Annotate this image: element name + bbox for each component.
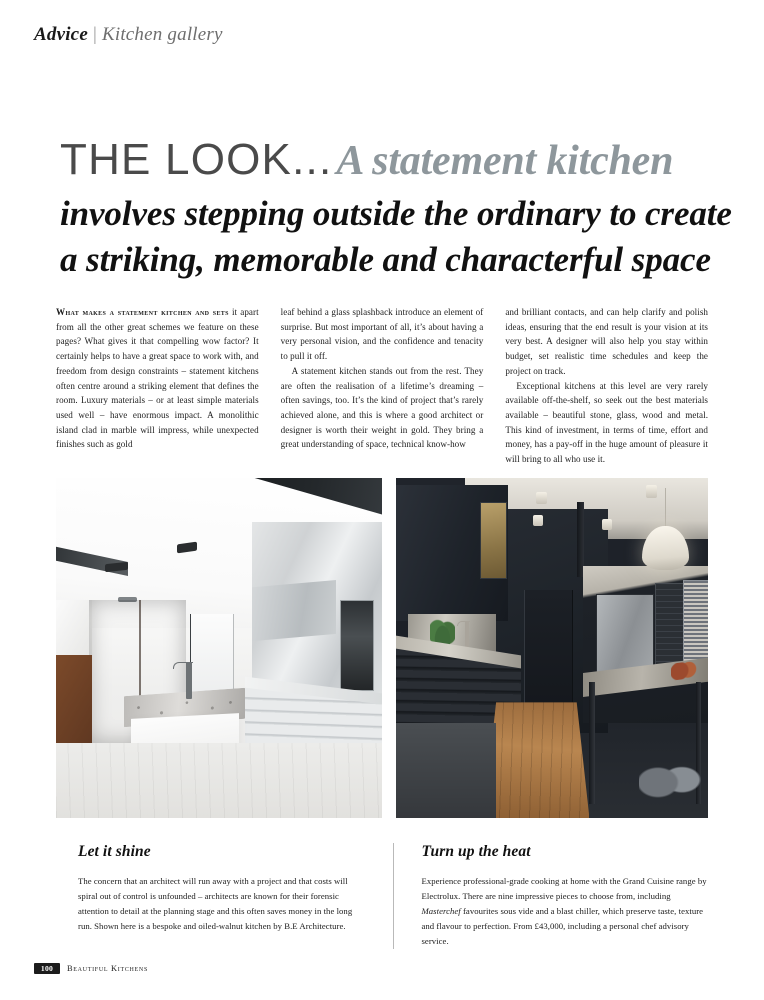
caption-text-run: The concern that an architect will run away with a project and that costs will spiral out of control is unfounded – architects are known for their forensic attention to detail at the planning stage and this often saves money in the long run. Shown here is a bespoke and oiled-walnut kitchen by B.E Architecture. <box>78 876 353 931</box>
body-paragraph <box>56 305 259 452</box>
photo-gallery <box>56 478 708 818</box>
stacked-pots <box>639 750 701 804</box>
headline-line-3: a striking, memorable and characterful space <box>60 240 711 279</box>
caption-turn-up-the-heat <box>393 843 709 949</box>
breadcrumb <box>34 24 223 46</box>
body-lead-rest: it apart from all the other great schemes we feature on these pages? What gives it that compelling wow factor? It certainly helps to have a great space to work with, and freedom from design constraints – statement kitchens often centre around a striking element that defines the room. Luxury materials – or at least simple materials used well – have enormous impact. A monolithic island clad in marble will impress, while unexpected finishes such as gold <box>56 307 259 450</box>
breadcrumb-separator: | <box>92 24 97 45</box>
page-title <box>60 135 732 280</box>
body-column-2 <box>281 305 484 467</box>
caption-heading: Turn up the heat <box>421 843 531 860</box>
headline-statement: A statement kitchen <box>336 138 674 184</box>
caption-text <box>78 874 365 934</box>
white-wall-cabinet <box>56 600 92 658</box>
body-paragraph: A statement kitchen stands out from the rest. They are often the realisation of a lifetime’s dreaming – often savings, too. It’s the kind of project that’s rarely achieved alone, and this is where a good architect or designer is worth their weight in gold. They bring a great understanding of space, technical know-how <box>280 365 484 450</box>
walnut-base-cabinet <box>56 655 92 757</box>
body-column-3 <box>505 305 708 467</box>
caption-let-it-shine <box>78 843 365 949</box>
ceiling-downlight <box>536 492 547 504</box>
built-in-oven <box>340 600 375 690</box>
stone-floor-tiles <box>396 723 496 818</box>
caption-group <box>78 843 708 949</box>
page-number-badge: 100 <box>34 963 60 974</box>
dark-door <box>524 590 573 719</box>
headline-line-1 <box>60 135 710 184</box>
ceiling-downlight <box>533 515 543 526</box>
breadcrumb-section: Advice <box>34 24 88 45</box>
body-paragraph: Exceptional kitchens at this level are very rarely available off-the-shelf, so seek out the best materials available – beautiful stone, glass, wood and metal. This kind of investment, in terms of time, effort and money, has a pay-off in the huge amount of pleasure it will bring to all who use it. <box>505 380 709 465</box>
table-leg <box>589 682 595 804</box>
dark-kitchen-photo <box>396 478 708 818</box>
pale-timber-floor <box>56 743 382 818</box>
page-footer <box>34 963 148 974</box>
ceiling-downlight <box>646 485 657 498</box>
body-column-1 <box>56 305 259 467</box>
body-lead-in: What makes a statement kitchen and sets <box>56 307 229 317</box>
white-kitchen-photo <box>56 478 382 818</box>
headline-look: THE LOOK... <box>60 135 333 184</box>
pendant-cord <box>665 488 666 525</box>
fruit-bowl <box>671 660 699 680</box>
timber-floor <box>483 702 589 818</box>
breadcrumb-subsection: Kitchen gallery <box>101 24 223 45</box>
caption-text-run: favourites sous vide and a blast chiller, which preserve taste, texture and flavour to perfection. From £43,000, including a personal chef advisory service. <box>421 905 704 946</box>
caption-text <box>422 874 709 949</box>
caption-text-run: Experience professional-grade cooking at home with the Grand Cuisine range by Electrolux. There are nine impressive pieces to choose from, including <box>421 876 707 901</box>
body-paragraph: and brilliant contacts, and can help clarify and polish ideas, ensuring that the end result is your vision at its very best. A designer will also help you stay within budget, set realistic time schedules and keep the project on track. <box>505 307 709 376</box>
publication-title: Beautiful Kitchens <box>67 964 148 973</box>
caption-heading: Let it shine <box>78 843 151 860</box>
ceiling-downlight <box>602 519 612 530</box>
article-body <box>56 305 708 467</box>
kitchen-tap <box>186 662 191 699</box>
extractor-flue <box>577 502 584 577</box>
extractor-hood <box>252 580 337 641</box>
caption-text-emphasis: Masterchef <box>421 905 461 916</box>
headline-line-2: involves stepping outside the ordinary to create <box>60 194 732 233</box>
body-paragraph: leaf behind a glass splashback introduce an element of surprise. But most important of all, it’s about having a very personal vision, and the confidence and tenacity to pull it off. <box>280 307 484 362</box>
framed-artwork <box>480 502 507 579</box>
